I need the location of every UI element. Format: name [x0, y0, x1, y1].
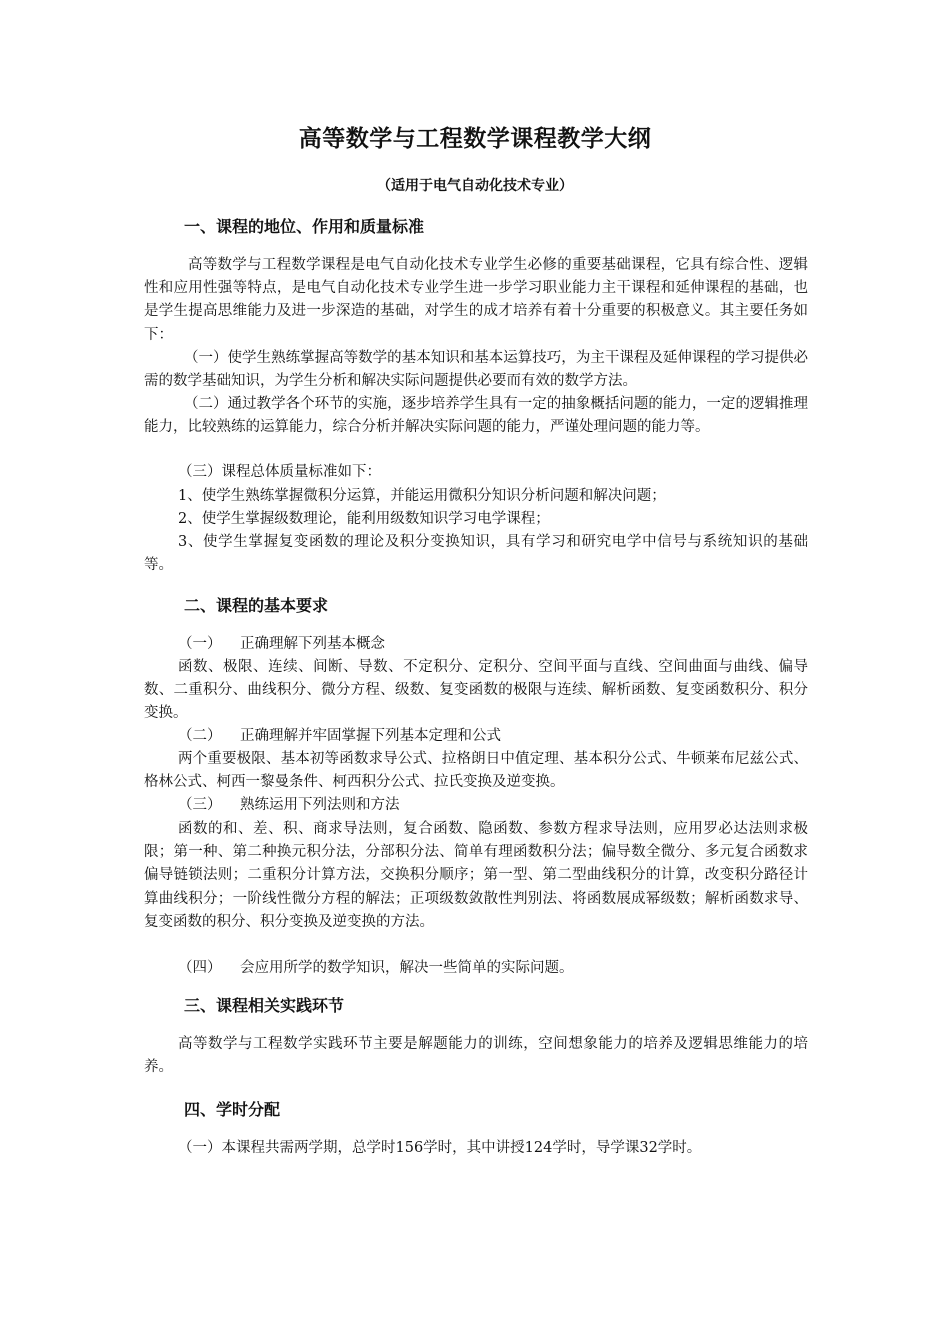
section1-task-1: （一）使学生熟练掌握高等数学的基本知识和基本运算技巧，为主干课程及延伸课程的学习提供必需的数学基础知识，为学生分析和解决实际问题提供必要而有效的数学方法。 — [144, 350, 808, 390]
section2-body-2: 两个重要极限、基本初等函数求导公式、拉格朗日中值定理、基本积分公式、牛顿莱布尼兹公式、格林公式、柯西一黎曼条件、柯西积分公式、拉氏变换及逆变换。 — [144, 751, 808, 791]
subheading-number: （四） — [178, 960, 222, 976]
section4-body: （一）本课程共需两学期，总学时156学时，其中讲授124学时，导学课32学时。 — [178, 1140, 702, 1156]
subheading-title: 熟练运用下列法则和方法 — [240, 797, 400, 813]
section2-subheading-1 — [178, 633, 385, 656]
section1-standard-2: 2、使学生掌握级数理论，能利用级数知识学习电学课程； — [178, 511, 550, 527]
section2-body-1: 函数、极限、连续、间断、导数、不定积分、定积分、空间平面与直线、空间曲面与曲线、偏导数、二重积分、曲线积分、微分方程、级数、复变函数的极限与连续、解析函数、复变函数积分、积分变换。 — [144, 659, 808, 722]
section2-subheading-3 — [178, 794, 400, 817]
page-title: 高等数学与工程数学课程教学大纲 — [298, 126, 652, 152]
section1-task-2: （二）通过教学各个环节的实施，逐步培养学生具有一定的抽象概括问题的能力，一定的逻辑推理能力，比较熟练的运算能力，综合分析并解决实际问题的能力，严谨处理问题的能力等。 — [144, 396, 808, 436]
section3-body: 高等数学与工程数学实践环节主要是解题能力的训练，空间想象能力的培养及逻辑思维能力的培养。 — [144, 1036, 808, 1076]
section1-intro-paragraph: 高等数学与工程数学课程是电气自动化技术专业学生必修的重要基础课程，它具有综合性、逻辑性和应用性强等特点，是电气自动化技术专业学生进一步学习职业能力主干课程和延伸课程的基础，也是学生提高思维能力及进一步深造的基础，对学生的成才培养有着十分重要的积极意义。其主要任务如下： — [144, 257, 808, 343]
subheading-title: 正确理解并牢固掌握下列基本定理和公式 — [240, 728, 501, 744]
section2-subheading-2 — [178, 725, 501, 748]
section1-task-3: （三）课程总体质量标准如下： — [178, 464, 381, 480]
section1-standard-1: 1、使学生熟练掌握微积分运算，并能运用微积分知识分析问题和解决问题； — [178, 488, 666, 504]
subheading-title: 会应用所学的数学知识，解决一些简单的实际问题。 — [240, 960, 574, 976]
section-heading-1: 一、课程的地位、作用和质量标准 — [184, 217, 425, 236]
section2-body-3: 函数的和、差、积、商求导法则，复合函数、隐函数、参数方程求导法则，应用罗必达法则求极限；第一种、第二种换元积分法，分部积分法、简单有理函数积分法；偏导数全微分、多元复合函数求偏导链锁法则；二重积分计算方法，交换积分顺序；第一型、第二型曲线积分的计算，改变积分路径计算曲线积分；一阶线性微分方程的解法；正项级数敛散性判别法、将函数展成幂级数；解析函数求导、复变函数的积分、积分变换及逆变换的方法。 — [144, 821, 808, 930]
section-heading-4: 四、学时分配 — [184, 1100, 281, 1119]
section2-subheading-4 — [178, 957, 574, 980]
subheading-number: （一） — [178, 636, 222, 652]
subheading-number: （二） — [178, 728, 222, 744]
section-heading-3: 三、课程相关实践环节 — [184, 996, 345, 1015]
subheading-number: （三） — [178, 797, 222, 813]
section1-standard-3: 3、使学生掌握复变函数的理论及积分变换知识，具有学习和研究电学中信号与系统知识的基础等。 — [144, 534, 808, 574]
section-heading-2: 二、课程的基本要求 — [184, 596, 329, 615]
subheading-title: 正确理解下列基本概念 — [240, 636, 385, 652]
page-subtitle: （适用于电气自动化技术专业） — [377, 178, 573, 194]
